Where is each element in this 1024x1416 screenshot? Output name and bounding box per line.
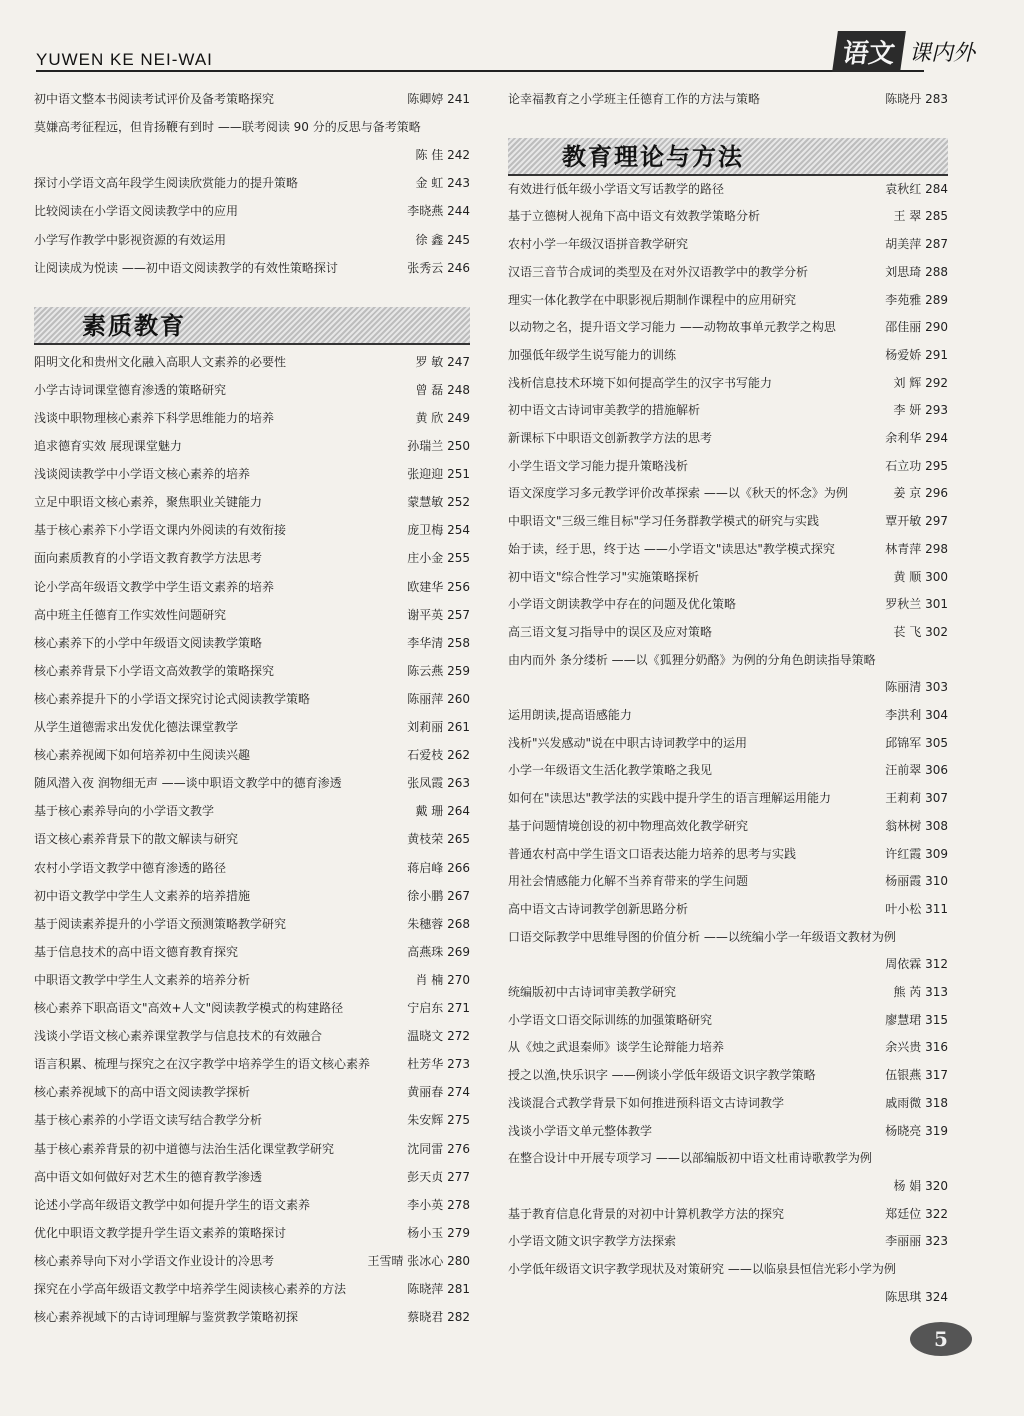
toc-entry xyxy=(34,118,470,146)
entry-author-page: 许红霞 309 xyxy=(885,846,948,861)
entry-title: 中职语文教学中学生人文素养的培养分析 xyxy=(34,972,251,987)
toc-entry xyxy=(508,1122,948,1150)
entry-title: 小学古诗词课堂德育渗透的策略研究 xyxy=(34,382,227,397)
entry-title: 核心素养下职高语文"高效+人文"阅读教学模式的构建路径 xyxy=(34,1001,344,1015)
entry-author-page: 陈云燕 259 xyxy=(407,663,470,678)
entry-title: 基于核心素养背景的初中道德与法治生活化课堂教学研究 xyxy=(34,1141,335,1156)
toc-entry xyxy=(34,1168,470,1196)
entry-title: 如何在"读思达"教学法的实践中提升学生的语言理解运用能力 xyxy=(508,791,832,806)
toc-entry xyxy=(34,830,470,858)
toc-entry xyxy=(508,291,948,319)
entry-author-page: 张秀云 246 xyxy=(407,260,470,275)
toc-entry xyxy=(34,381,470,409)
entry-author-page: 孙瑞兰 250 xyxy=(407,439,470,453)
toc-entry xyxy=(508,955,948,983)
section-header xyxy=(34,307,470,345)
toc-entry xyxy=(508,512,948,540)
entry-title: 论幸福教育之小学班主任德育工作的方法与策略 xyxy=(508,92,761,106)
toc-entry xyxy=(34,718,470,746)
toc-entry xyxy=(34,231,470,259)
entry-author-page: 王 翠 285 xyxy=(893,209,948,224)
entry-author-page: 庞卫梅 254 xyxy=(407,523,470,538)
entry-title: 核心素养提升下的小学语文探究讨论式阅读教学策略 xyxy=(34,691,311,706)
entry-author-page: 林青萍 298 xyxy=(885,541,948,556)
toc-entry xyxy=(34,1055,470,1083)
entry-title: 由内而外 条分缕析 ——以《狐狸分奶酪》为例的分角色朗读指导策略 xyxy=(508,652,876,667)
entry-title: 浅谈阅读教学中小学语文核心素养的培养 xyxy=(34,467,251,482)
entry-author-page: 余兴贵 316 xyxy=(885,1040,948,1055)
entry-author-page: 李华清 258 xyxy=(407,635,470,650)
toc-entry xyxy=(34,1140,470,1168)
entry-author-page: 叶小松 311 xyxy=(885,901,948,916)
entry-author-page: 李丽丽 323 xyxy=(885,1234,948,1249)
entry-title: 基于核心素养导向的小学语文教学 xyxy=(34,804,215,819)
logo-sub: 课内外 xyxy=(909,40,976,66)
entry-author-page: 欧建华 256 xyxy=(407,579,470,594)
entry-author-page: 杜芳华 273 xyxy=(407,1057,470,1072)
toc-entry xyxy=(34,606,470,634)
toc-entry xyxy=(508,180,948,208)
toc-entry xyxy=(34,1083,470,1111)
entry-author-page: 胡美萍 287 xyxy=(885,237,948,252)
entry-author-page: 王雪晴 张冰心 280 xyxy=(367,1253,470,1268)
entry-author-page: 徐 鑫 245 xyxy=(415,232,470,247)
page-number: 5 xyxy=(910,1322,972,1356)
toc-entry xyxy=(34,353,470,381)
toc-entry xyxy=(34,202,470,230)
toc-entry xyxy=(34,746,470,774)
entry-title: 高中语文古诗词教学创新思路分析 xyxy=(508,901,689,916)
toc-entry xyxy=(34,802,470,830)
toc-entry xyxy=(34,1280,470,1308)
entry-author-page: 陈卿婷 241 xyxy=(407,92,470,106)
toc-entry xyxy=(34,1224,470,1252)
toc-entry xyxy=(34,1027,470,1055)
toc-entry xyxy=(34,634,470,662)
entry-title: 新课标下中职语文创新教学方法的思考 xyxy=(508,431,713,445)
toc-entry xyxy=(34,578,470,606)
entry-author-page: 朱穗蓉 268 xyxy=(407,916,470,931)
toc-entry xyxy=(34,437,470,465)
toc-entry xyxy=(508,595,948,623)
entry-title: 高中班主任德育工作实效性问题研究 xyxy=(34,607,227,622)
entry-title: 优化中职语文教学提升学生语文素养的策略探讨 xyxy=(34,1225,287,1240)
entry-author-page: 曾 磊 248 xyxy=(415,382,470,397)
entry-author-page: 苌 飞 302 xyxy=(893,624,948,639)
toc-entry xyxy=(34,943,470,971)
toc-entry xyxy=(508,235,948,263)
entry-title: 统编版初中古诗词审美教学研究 xyxy=(508,985,677,999)
toc-entry xyxy=(508,484,948,512)
entry-title: 高中语文如何做好对艺术生的德育教学渗透 xyxy=(34,1169,263,1184)
toc-entry xyxy=(508,346,948,374)
entry-author-page: 张凤霞 263 xyxy=(407,776,470,791)
entry-author-page: 陈晓丹 283 xyxy=(885,92,948,106)
entry-author-page: 姜 京 296 xyxy=(893,486,948,501)
entry-title: 小学语文随文识字教学方法探索 xyxy=(508,1234,677,1249)
entry-author-page: 李晓燕 244 xyxy=(407,204,470,219)
logo-main: 语文 xyxy=(832,31,906,72)
toc-entry xyxy=(34,662,470,690)
entry-title: 运用朗读,提高语感能力 xyxy=(508,708,632,722)
entry-author-page: 李小英 278 xyxy=(407,1197,470,1212)
entry-title: 面向素质教育的小学语文教育教学方法思考 xyxy=(34,551,263,566)
entry-title: 核心素养视域下的高中语文阅读教学探析 xyxy=(34,1085,251,1100)
toc-entry xyxy=(34,1308,470,1336)
entry-author-page: 王莉莉 307 xyxy=(885,791,948,806)
entry-author-page: 彭天贞 277 xyxy=(407,1169,470,1184)
entry-title: 农村小学语文教学中德育渗透的路径 xyxy=(34,860,227,875)
entry-title: 有效进行低年级小学语文写话教学的路径 xyxy=(508,181,725,196)
entry-author-page: 黄枝荣 265 xyxy=(407,832,470,847)
entry-author-page: 杨小玉 279 xyxy=(407,1225,470,1240)
toc-entry xyxy=(34,690,470,718)
toc-entry xyxy=(508,207,948,235)
entry-title: 基于阅读素养提升的小学语文预测策略教学研究 xyxy=(34,916,287,931)
entry-title: 浅析"兴发感动"说在中职古诗词教学中的运用 xyxy=(508,735,748,750)
entry-author-page: 罗秋兰 301 xyxy=(885,597,948,612)
entry-title: 随风潜入夜 润物细无声 ——谈中职语文教学中的德育渗透 xyxy=(34,776,342,791)
entry-title: 加强低年级学生说写能力的训练 xyxy=(508,347,677,362)
entry-author-page: 翁林树 308 xyxy=(885,818,948,833)
toc-entry xyxy=(508,1288,948,1316)
entry-title: 核心素养导向下对小学语文作业设计的冷思考 xyxy=(34,1253,275,1268)
entry-title: 基于核心素养的小学语文读写结合教学分析 xyxy=(34,1113,263,1128)
toc-entry xyxy=(508,1260,948,1288)
entry-title: 核心素养视域下的古诗词理解与鉴赏教学策略初探 xyxy=(34,1310,299,1325)
toc-entry xyxy=(508,706,948,734)
entry-author-page: 杨丽霞 310 xyxy=(885,874,948,889)
header-left-title: YUWEN KE NEI-WAI xyxy=(36,50,213,69)
entry-title: 语文深度学习多元教学评价改革探索 ——以《秋天的怀念》为例 xyxy=(508,486,848,501)
toc-entry xyxy=(508,318,948,346)
entry-title: 语言积累、梳理与探究之在汉字教学中培养学生的语文核心素养 xyxy=(34,1057,371,1072)
toc-entry xyxy=(508,1066,948,1094)
entry-title: 中职语文"三级三维目标"学习任务群教学模式的研究与实践 xyxy=(508,514,820,529)
entry-author-page: 刘思琦 288 xyxy=(885,264,948,279)
entry-author-page: 覃开敏 297 xyxy=(885,514,948,529)
entry-title: 在整合设计中开展专项学习 ——以部编版初中语文杜甫诗歌教学为例 xyxy=(508,1151,872,1166)
toc-entry xyxy=(508,401,948,429)
entry-title: 浅谈中职物理核心素养下科学思维能力的培养 xyxy=(34,410,275,425)
entry-author-page: 戴 珊 264 xyxy=(415,804,470,819)
entry-author-page: 余利华 294 xyxy=(885,431,948,445)
entry-author-page: 罗 敏 247 xyxy=(415,354,470,369)
entry-author-page: 徐小鹏 267 xyxy=(407,888,470,903)
toc-entry xyxy=(34,549,470,577)
toc-entry xyxy=(508,651,948,679)
entry-title: 小学一年级语文生活化教学策略之我见 xyxy=(508,763,713,778)
toc-entry xyxy=(34,146,470,174)
toc-entry xyxy=(34,409,470,437)
entry-title: 阳明文化和贵州文化融入高职人文素养的必要性 xyxy=(34,354,287,369)
toc-entry xyxy=(508,678,948,706)
section-header xyxy=(508,138,948,176)
toc-entry xyxy=(34,1196,470,1224)
toc-entry xyxy=(508,817,948,845)
toc-entry xyxy=(508,263,948,291)
entry-author-page: 陈丽清 303 xyxy=(885,680,948,695)
toc-entry xyxy=(508,1232,948,1260)
entry-title: 小学生语文学习能力提升策略浅析 xyxy=(508,458,689,473)
entry-author-page: 张迎迎 251 xyxy=(407,467,470,482)
entry-author-page: 杨 娟 320 xyxy=(893,1178,948,1193)
entry-author-page: 温晓文 272 xyxy=(407,1029,470,1044)
toc-entry xyxy=(508,429,948,457)
toc-entry xyxy=(34,915,470,943)
entry-title: 从学生道德需求出发优化德法课堂教学 xyxy=(34,720,239,734)
entry-title: 从《烛之武退秦师》谈学生论辩能力培养 xyxy=(508,1040,725,1055)
entry-title: 初中语文教学中学生人文素养的培养措施 xyxy=(34,888,251,903)
entry-title: 核心素养下的小学中年级语文阅读教学策略 xyxy=(34,635,263,650)
entry-author-page: 汪前翠 306 xyxy=(885,763,948,778)
entry-title: 浅析信息技术环境下如何提高学生的汉字书写能力 xyxy=(508,375,773,390)
entry-title: 初中语文古诗词审美教学的措施解析 xyxy=(508,403,701,418)
toc-entry xyxy=(34,90,470,118)
header-rule xyxy=(36,70,924,72)
entry-title: 浅谈小学语文单元整体教学 xyxy=(508,1123,653,1138)
toc-entry xyxy=(508,928,948,956)
toc-entry xyxy=(34,887,470,915)
toc-entry xyxy=(34,259,470,287)
entry-title: 始于读，经于思，终于达 ——小学语文"读思达"教学模式探究 xyxy=(508,541,835,556)
entry-title: 基于教育信息化背景的对初中计算机教学方法的探究 xyxy=(508,1206,785,1221)
entry-title: 初中语文"综合性学习"实施策略探析 xyxy=(508,569,700,584)
entry-author-page: 周依霖 312 xyxy=(885,957,948,972)
entry-author-page: 石立功 295 xyxy=(885,458,948,473)
entry-title: 基于核心素养下小学语文课内外阅读的有效衔接 xyxy=(34,523,287,538)
entry-author-page: 陈思琪 324 xyxy=(885,1289,948,1304)
toc-entry xyxy=(508,1011,948,1039)
entry-author-page: 蔡晓君 282 xyxy=(407,1310,470,1325)
entry-title: 小学低年级语文识字教学现状及对策研究 ——以临泉县恒信光彩小学为例 xyxy=(508,1262,896,1276)
entry-title: 核心素养视阈下如何培养初中生阅读兴趣 xyxy=(34,748,251,763)
entry-author-page: 黄丽春 274 xyxy=(407,1085,470,1100)
entry-author-page: 朱安辉 275 xyxy=(407,1113,470,1128)
toc-entry xyxy=(34,999,470,1027)
entry-author-page: 陈 佳 242 xyxy=(415,148,470,163)
entry-title: 莫嫌高考征程远，但肯扬鞭有到时 ——联考阅读 90 分的反思与备考策略 xyxy=(34,120,421,135)
entry-author-page: 廖慧珺 315 xyxy=(885,1012,948,1027)
entry-author-page: 李苑雅 289 xyxy=(885,292,948,307)
entry-author-page: 杨晓亮 319 xyxy=(885,1123,948,1138)
entry-title: 基于立德树人视角下高中语文有效教学策略分析 xyxy=(508,209,761,224)
entry-author-page: 黄 欣 249 xyxy=(415,410,470,425)
entry-title: 小学语文朗读教学中存在的问题及优化策略 xyxy=(508,597,737,612)
toc-entry xyxy=(34,174,470,202)
entry-title: 论述小学高年级语文教学中如何提升学生的语文素养 xyxy=(34,1197,311,1212)
entry-author-page: 庄小金 255 xyxy=(407,551,470,566)
entry-author-page: 邵佳丽 290 xyxy=(885,320,948,335)
entry-title: 以动物之名，提升语文学习能力 ——动物故事单元教学之构思 xyxy=(508,320,836,335)
toc-entry xyxy=(508,734,948,762)
entry-author-page: 陈晓萍 281 xyxy=(407,1282,470,1296)
entry-author-page: 陈丽萍 260 xyxy=(407,691,470,706)
toc-entry xyxy=(508,1177,948,1205)
entry-title: 立足中职语文核心素养，聚焦职业关键能力 xyxy=(34,495,263,510)
entry-title: 农村小学一年级汉语拼音教学研究 xyxy=(508,237,689,252)
entry-author-page: 邱锦军 305 xyxy=(885,735,948,750)
entry-title: 初中语文整本书阅读考试评价及备考策略探究 xyxy=(34,92,275,106)
entry-title: 语文核心素养背景下的散文解读与研究 xyxy=(34,832,239,847)
entry-title: 探究在小学高年级语文教学中培养学生阅读核心素养的方法 xyxy=(34,1282,347,1296)
toc-entry xyxy=(34,774,470,802)
entry-title: 基于问题情境创设的初中物理高效化教学研究 xyxy=(508,818,749,833)
toc-entry xyxy=(508,623,948,651)
entry-title: 普通农村高中学生语文口语表达能力培养的思考与实践 xyxy=(508,846,797,861)
toc-entry xyxy=(508,983,948,1011)
entry-author-page: 金 虹 243 xyxy=(415,176,470,191)
entry-title: 小学写作教学中影视资源的有效运用 xyxy=(34,232,227,247)
entry-author-page: 肖 楠 270 xyxy=(415,972,470,987)
entry-title: 浅谈小学语文核心素养课堂教学与信息技术的有效融合 xyxy=(34,1029,323,1044)
entry-title: 高三语文复习指导中的误区及应对策略 xyxy=(508,624,713,639)
entry-author-page: 熊 芮 313 xyxy=(893,985,948,999)
entry-author-page: 袁秋红 284 xyxy=(885,181,948,196)
toc-entry xyxy=(508,789,948,817)
entry-title: 口语交际教学中思维导图的价值分析 ——以统编小学一年级语文教材为例 xyxy=(508,929,896,944)
toc-entry xyxy=(34,521,470,549)
toc-entry xyxy=(508,568,948,596)
toc-entry xyxy=(508,845,948,873)
toc-entry xyxy=(34,1111,470,1139)
entry-title: 授之以渔,快乐识字 ——例谈小学低年级语文识字教学策略 xyxy=(508,1068,816,1083)
entry-author-page: 郑廷位 322 xyxy=(885,1206,948,1221)
toc-entry xyxy=(508,1094,948,1122)
entry-author-page: 谢平英 257 xyxy=(407,607,470,622)
section-title: 教育理论与方法 xyxy=(562,141,744,171)
entry-author-page: 刘莉丽 261 xyxy=(407,720,470,734)
toc-entry xyxy=(508,761,948,789)
toc-entry xyxy=(34,493,470,521)
toc-entry xyxy=(508,1149,948,1177)
entry-author-page: 高燕珠 269 xyxy=(407,944,470,959)
entry-title: 浅谈混合式教学背景下如何推进预科语文古诗词教学 xyxy=(508,1095,785,1110)
entry-title: 用社会情感能力化解不当养育带来的学生问题 xyxy=(508,874,749,889)
toc-entry xyxy=(34,971,470,999)
entry-author-page: 石爱枝 262 xyxy=(407,748,470,763)
entry-title: 追求德育实效 展现课堂魅力 xyxy=(34,439,182,453)
entry-title: 论小学高年级语文教学中学生语文素养的培养 xyxy=(34,579,275,594)
entry-author-page: 宁启东 271 xyxy=(407,1001,470,1015)
toc-entry xyxy=(508,900,948,928)
entry-author-page: 黄 顺 300 xyxy=(893,569,948,584)
toc-entry xyxy=(34,1252,470,1280)
entry-title: 让阅读成为悦读 ——初中语文阅读教学的有效性策略探讨 xyxy=(34,260,338,275)
entry-title: 理实一体化教学在中职影视后期制作课程中的应用研究 xyxy=(508,292,797,307)
entry-author-page: 蒙慧敏 252 xyxy=(407,495,470,510)
toc-entry xyxy=(508,90,948,118)
entry-author-page: 刘 辉 292 xyxy=(893,375,948,390)
entry-author-page: 蒋启峰 266 xyxy=(407,860,470,875)
section-title: 素质教育 xyxy=(82,310,186,340)
magazine-logo xyxy=(835,30,985,72)
entry-title: 小学语文口语交际训练的加强策略研究 xyxy=(508,1012,713,1027)
toc-entry xyxy=(508,540,948,568)
toc-entry xyxy=(34,859,470,887)
entry-title: 比较阅读在小学语文阅读教学中的应用 xyxy=(34,204,239,219)
entry-title: 基于信息技术的高中语文德育教育探究 xyxy=(34,944,239,959)
toc-entry xyxy=(508,374,948,402)
entry-author-page: 杨爱娇 291 xyxy=(885,347,948,362)
entry-author-page: 沈同雷 276 xyxy=(407,1141,470,1156)
toc-entry xyxy=(508,457,948,485)
toc-entry xyxy=(508,1205,948,1233)
toc-entry xyxy=(508,1038,948,1066)
entry-author-page: 伍银燕 317 xyxy=(885,1068,948,1083)
entry-author-page: 李 妍 293 xyxy=(893,403,948,418)
entry-title: 汉语三音节合成词的类型及在对外汉语教学中的教学分析 xyxy=(508,264,809,279)
entry-title: 核心素养背景下小学语文高效教学的策略探究 xyxy=(34,663,275,678)
toc-entry xyxy=(34,465,470,493)
entry-author-page: 李洪利 304 xyxy=(885,708,948,722)
entry-author-page: 戚雨微 318 xyxy=(885,1095,948,1110)
toc-entry xyxy=(508,872,948,900)
entry-title: 探讨小学语文高年段学生阅读欣赏能力的提升策略 xyxy=(34,176,299,191)
